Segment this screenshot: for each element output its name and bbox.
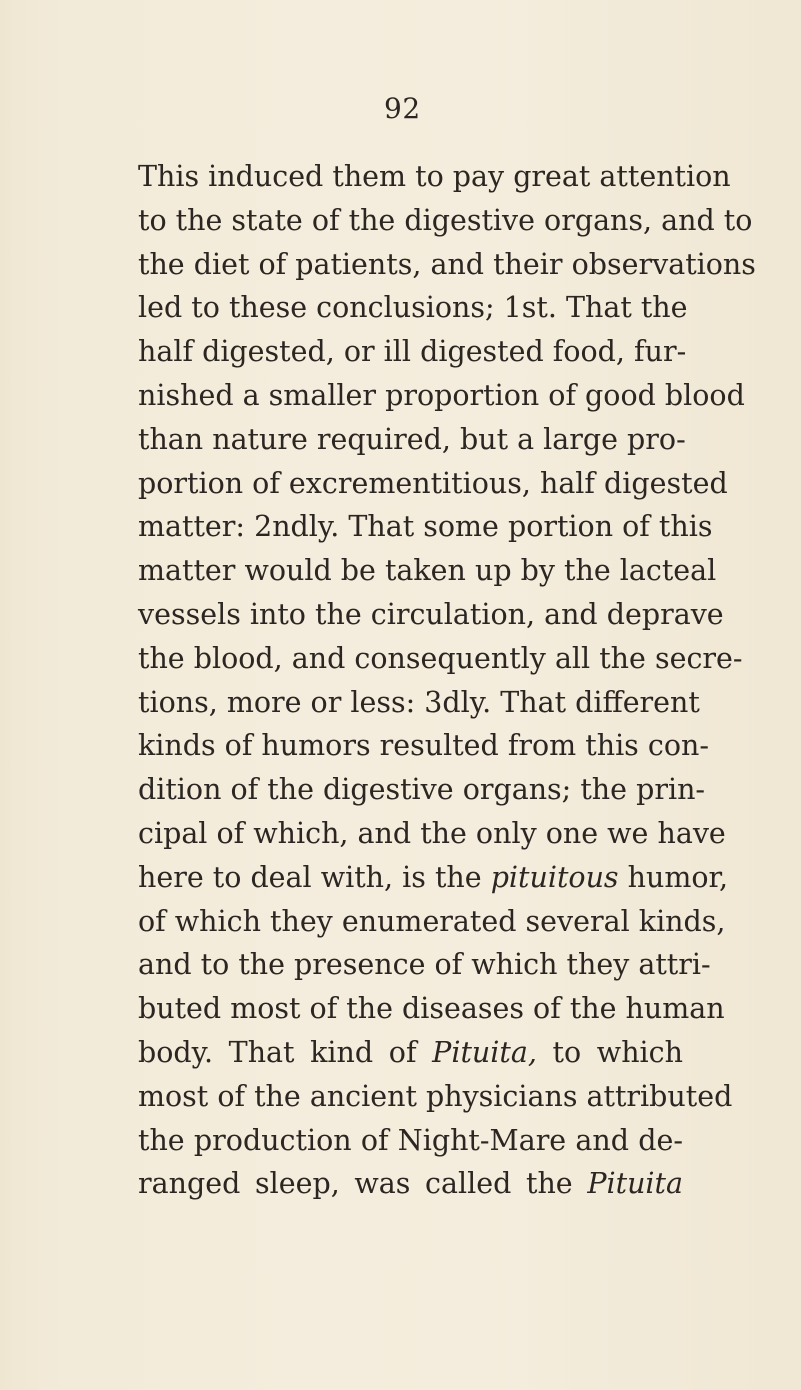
text-line [138, 1119, 683, 1163]
text-line [138, 155, 731, 199]
text-span: of which they enumerated several kinds, [138, 904, 726, 938]
text-span: portion of excrementitious, half digested [138, 466, 728, 500]
text-line [138, 199, 753, 243]
text-span: most of the ancient physicians attributed [138, 1079, 733, 1113]
text-span: the diet of patients, and their observations [138, 247, 756, 281]
text-span: cipal of which, and the only one we have [138, 816, 726, 850]
text-line [138, 1075, 733, 1119]
text-span: dition of the digestive organs; the prin- [138, 773, 706, 807]
text-span: humor, [618, 860, 729, 894]
text-line [138, 724, 709, 768]
text-span: matter: 2ndly. That some portion of this [138, 510, 713, 544]
text-span: here to deal with, is the [138, 860, 491, 894]
text-span: nished a smaller proportion of good blood [138, 378, 745, 412]
text-span: kinds of humors resulted from this con- [138, 729, 709, 763]
text-span: matter would be taken up by the lacteal [138, 554, 717, 588]
text-span: ranged sleep, was called the [138, 1167, 588, 1201]
text-line [138, 374, 745, 418]
text-span: than nature required, but a large pro- [138, 422, 686, 456]
text-line [138, 856, 729, 900]
text-span: vessels into the circulation, and deprave [138, 597, 724, 631]
text-span: and to the presence of which they attri- [138, 948, 711, 982]
text-span: the production of Night-Mare and de- [138, 1123, 683, 1157]
text-span: buted most of the diseases of the human [138, 992, 725, 1026]
text-line [138, 286, 688, 330]
text-line [138, 243, 756, 287]
text-line [138, 330, 687, 374]
italic-term: pituitous [490, 860, 619, 894]
text-span: half digested, or ill digested food, fur- [138, 335, 687, 369]
text-line [138, 549, 717, 593]
text-line [138, 505, 713, 549]
text-line [138, 768, 706, 812]
text-line [138, 681, 700, 725]
text-span: This induced them to pay great attention [138, 160, 731, 193]
text-span: to which [536, 1035, 683, 1069]
text-span: tions, more or less: 3dly. That different [138, 685, 700, 719]
text-line [138, 1031, 683, 1075]
text-line [138, 637, 743, 681]
text-line [138, 943, 711, 987]
text-line [138, 462, 728, 506]
text-line [138, 1162, 683, 1206]
text-line [138, 900, 726, 944]
text-line [138, 987, 725, 1031]
page-number: 92 [384, 92, 421, 125]
text-span: the blood, and consequently all the secre- [138, 641, 743, 675]
italic-term: Pituita [587, 1167, 683, 1201]
text-line [138, 418, 686, 462]
text-line [138, 593, 724, 637]
text-line [138, 812, 726, 856]
italic-term: Pituita, [432, 1035, 537, 1069]
text-span: body. That kind of [138, 1035, 433, 1069]
text-span: led to these conclusions; 1st. That the [138, 291, 688, 325]
text-span: to the state of the digestive organs, and to [138, 203, 753, 237]
body-paragraph [138, 155, 756, 1206]
